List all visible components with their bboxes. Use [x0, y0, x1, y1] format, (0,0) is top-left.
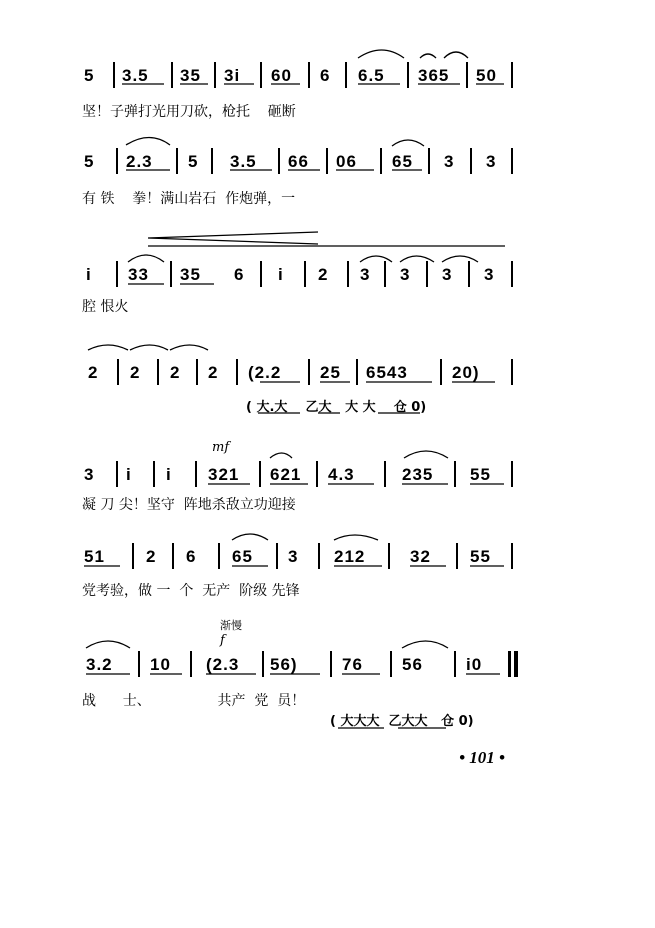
barline — [308, 62, 310, 88]
barline — [347, 261, 349, 287]
barline — [172, 543, 174, 569]
barline — [259, 461, 261, 487]
note: 3.2 — [86, 655, 113, 674]
lyrics-line-7: 战 士、 共产 党 员！ — [82, 693, 306, 709]
note: 35 — [180, 66, 201, 85]
note: 32 — [410, 547, 431, 566]
barline — [171, 62, 173, 88]
note: (2.2 — [248, 363, 282, 382]
barline — [116, 148, 118, 174]
note: 6 — [320, 66, 331, 85]
barline — [454, 461, 456, 487]
barline — [304, 261, 306, 287]
barline — [214, 62, 216, 88]
barline — [511, 148, 513, 174]
score-line-2 — [0, 142, 655, 182]
barline — [407, 62, 409, 88]
barline — [318, 543, 320, 569]
score-line-6 — [0, 537, 655, 577]
barline — [132, 543, 134, 569]
note: 2 — [130, 363, 141, 382]
note: 6 — [234, 265, 245, 284]
barline — [196, 359, 198, 385]
note: 50 — [476, 66, 497, 85]
barline — [511, 543, 513, 569]
barline — [468, 261, 470, 287]
note: i — [126, 465, 132, 484]
score-line-1 — [0, 56, 655, 96]
barline — [211, 148, 213, 174]
note: 51 — [84, 547, 105, 566]
note: 35 — [180, 265, 201, 284]
note: 212 — [334, 547, 366, 566]
barline — [117, 359, 119, 385]
note: 2 — [88, 363, 99, 382]
note: 5 — [84, 66, 95, 85]
barline — [153, 461, 155, 487]
barline — [157, 359, 159, 385]
barline — [260, 261, 262, 287]
dynamic-mf: mf — [212, 440, 230, 455]
note: 20) — [452, 363, 480, 382]
note: 60 — [271, 66, 292, 85]
tempo-marking: 渐慢 — [220, 619, 242, 632]
note: i0 — [466, 655, 483, 674]
score-line-5 — [0, 455, 655, 495]
barline — [470, 148, 472, 174]
barline — [326, 148, 328, 174]
note: 4.3 — [328, 465, 355, 484]
lyrics-line-5: 凝 刀 尖！坚守 阵地杀敌立功迎接 — [82, 497, 296, 513]
note: 6543 — [366, 363, 408, 382]
note: 5 — [188, 152, 199, 171]
note: 56 — [402, 655, 423, 674]
barline — [236, 359, 238, 385]
barline — [384, 461, 386, 487]
note: 33 — [128, 265, 149, 284]
note: 2 — [318, 265, 329, 284]
note: 56) — [270, 655, 298, 674]
barline — [511, 261, 513, 287]
lyrics-line-2: 有 铁 拳！满山岩石 作炮弹，一 — [82, 191, 296, 207]
note: 65 — [232, 547, 253, 566]
note: 3.5 — [230, 152, 257, 171]
barline — [260, 62, 262, 88]
note: i — [278, 265, 284, 284]
note: 06 — [336, 152, 357, 171]
note: 3 — [360, 265, 371, 284]
note: 2 — [170, 363, 181, 382]
lyrics-line-6: 党考验，做 一 个 无产 阶级 先锋 — [82, 583, 300, 599]
barline — [511, 359, 513, 385]
note: 2 — [208, 363, 219, 382]
barline — [262, 651, 264, 677]
note: 3 — [84, 465, 95, 484]
barline — [428, 148, 430, 174]
note: i — [166, 465, 172, 484]
note: 3 — [444, 152, 455, 171]
note: 3.5 — [122, 66, 149, 85]
barline — [330, 651, 332, 677]
final-barline — [514, 651, 518, 677]
note: 621 — [270, 465, 302, 484]
barline — [380, 148, 382, 174]
note: 321 — [208, 465, 240, 484]
barline — [440, 359, 442, 385]
barline — [511, 461, 513, 487]
note: 6 — [186, 547, 197, 566]
note: (2.3 — [206, 655, 240, 674]
barline — [316, 461, 318, 487]
barline — [190, 651, 192, 677]
barline — [176, 148, 178, 174]
barline — [426, 261, 428, 287]
lyrics-line-1: 坚！子弹打光用刀砍，枪托 砸断 — [82, 104, 296, 120]
percussion-line-4: ( 大.大 乙大 大 大 仓 0) — [246, 400, 427, 415]
note: 10 — [150, 655, 171, 674]
percussion-line-7: ( 大大大 乙大大 仓 0) — [330, 714, 474, 729]
barline — [278, 148, 280, 174]
page-number: • 101 • — [459, 748, 505, 767]
note: 3 — [484, 265, 495, 284]
score-line-4 — [0, 353, 655, 393]
note: 55 — [470, 547, 491, 566]
barline — [466, 62, 468, 88]
note: 235 — [402, 465, 434, 484]
barline — [195, 461, 197, 487]
score-line-3 — [0, 255, 655, 295]
note: 55 — [470, 465, 491, 484]
note: i — [86, 265, 92, 284]
note: 6.5 — [358, 66, 385, 85]
barline — [218, 543, 220, 569]
note: 66 — [288, 152, 309, 171]
note: 76 — [342, 655, 363, 674]
note: 3 — [400, 265, 411, 284]
barline — [116, 261, 118, 287]
note: 3 — [486, 152, 497, 171]
barline — [454, 651, 456, 677]
dynamic-f: f — [220, 633, 225, 648]
note: 25 — [320, 363, 341, 382]
barline — [388, 543, 390, 569]
note: 2 — [146, 547, 157, 566]
note: 5 — [84, 152, 95, 171]
barline — [508, 651, 511, 677]
lyrics-line-3: 腔 恨火 — [82, 299, 129, 315]
barline — [456, 543, 458, 569]
note: 3 — [442, 265, 453, 284]
barline — [116, 461, 118, 487]
barline — [345, 62, 347, 88]
barline — [356, 359, 358, 385]
barline — [384, 261, 386, 287]
note: 3 — [288, 547, 299, 566]
barline — [276, 543, 278, 569]
note: 365 — [418, 66, 450, 85]
barline — [170, 261, 172, 287]
barline — [308, 359, 310, 385]
score-line-7 — [0, 645, 655, 685]
barline — [390, 651, 392, 677]
barline — [511, 62, 513, 88]
note: 2.3 — [126, 152, 153, 171]
barline — [138, 651, 140, 677]
note: 3i — [224, 66, 241, 85]
barline — [113, 62, 115, 88]
note: 65 — [392, 152, 413, 171]
